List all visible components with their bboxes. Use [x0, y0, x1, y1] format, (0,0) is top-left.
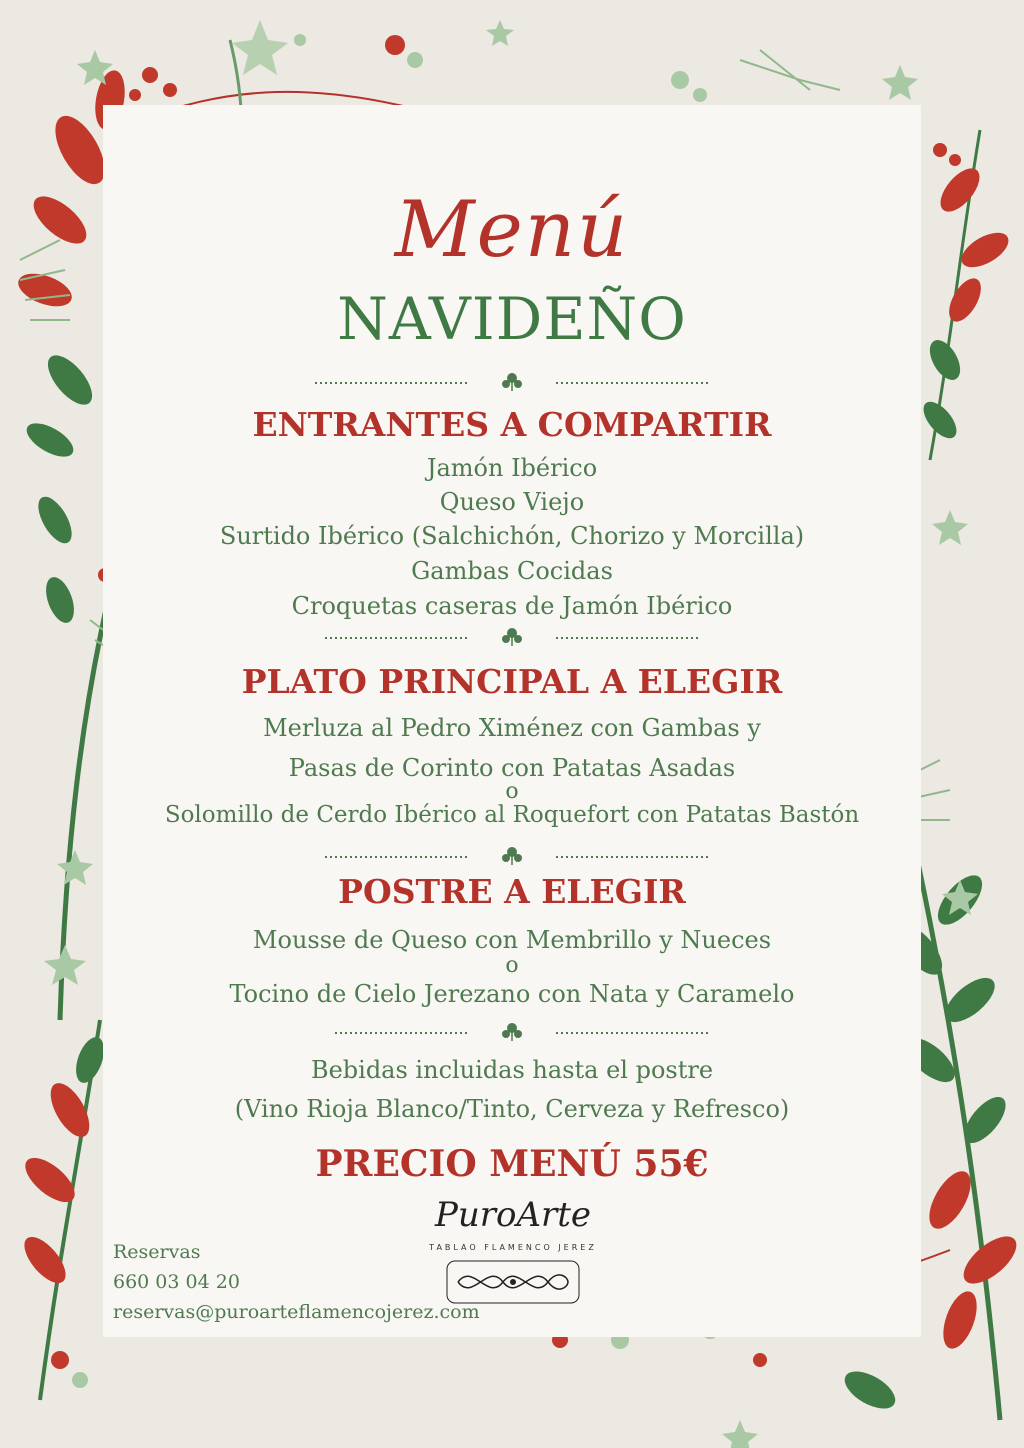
contact-email[interactable]: reservas@puroarteflamencojerez.com — [113, 1301, 480, 1323]
contact-phone[interactable]: 660 03 04 20 — [113, 1271, 240, 1293]
or-separator: o — [505, 779, 519, 804]
script-title-text: Menú — [394, 185, 630, 275]
separator — [103, 371, 921, 391]
list-item: Merluza al Pedro Ximénez con Gambas y — [263, 714, 761, 742]
list-item: Solomillo de Cerdo Ibérico al Roquefort con Patatas Bastón — [164, 802, 860, 828]
drinks-detail: (Vino Rioja Blanco/Tinto, Cerveza y Refresco) — [234, 1095, 790, 1123]
page-title: NAVIDEÑO — [337, 285, 687, 353]
logo-name: PuroArte — [434, 1195, 592, 1235]
list-item: Surtido Ibérico (Salchichón, Chorizo y Morcilla) — [219, 522, 805, 550]
contact-label: Reservas — [113, 1241, 201, 1263]
separator — [103, 845, 921, 865]
contact-block — [113, 1237, 533, 1327]
sprig-icon — [502, 1023, 522, 1041]
or-separator: o — [505, 953, 519, 978]
script-title — [103, 185, 921, 275]
sprig-icon — [502, 373, 522, 391]
sprig-icon — [502, 628, 522, 646]
menu-card — [103, 105, 921, 1337]
section-heading-postre: POSTRE A ELEGIR — [338, 872, 686, 911]
list-item: Tocino de Cielo Jerezano con Nata y Caramelo — [229, 980, 795, 1008]
drinks-line: Bebidas incluidas hasta el postre — [310, 1056, 714, 1084]
list-item: Mousse de Queso con Membrillo y Nueces — [252, 926, 772, 954]
logo-tagline: TABLAO FLAMENCO JEREZ — [429, 1243, 597, 1252]
list-item: Pasas de Corinto con Patatas Asadas — [288, 754, 736, 782]
separator — [103, 626, 921, 646]
list-item: Jamón Ibérico — [426, 454, 598, 482]
list-item: Gambas Cocidas — [411, 557, 613, 585]
menu-price: PRECIO MENÚ 55€ — [315, 1143, 709, 1185]
section-heading-entrantes: ENTRANTES A COMPARTIR — [252, 405, 772, 444]
separator — [103, 1021, 921, 1041]
list-item: Croquetas caseras de Jamón Ibérico — [291, 592, 733, 620]
list-item: Queso Viejo — [439, 488, 585, 516]
section-heading-principal: PLATO PRINCIPAL A ELEGIR — [241, 662, 783, 701]
sprig-icon — [502, 847, 522, 865]
